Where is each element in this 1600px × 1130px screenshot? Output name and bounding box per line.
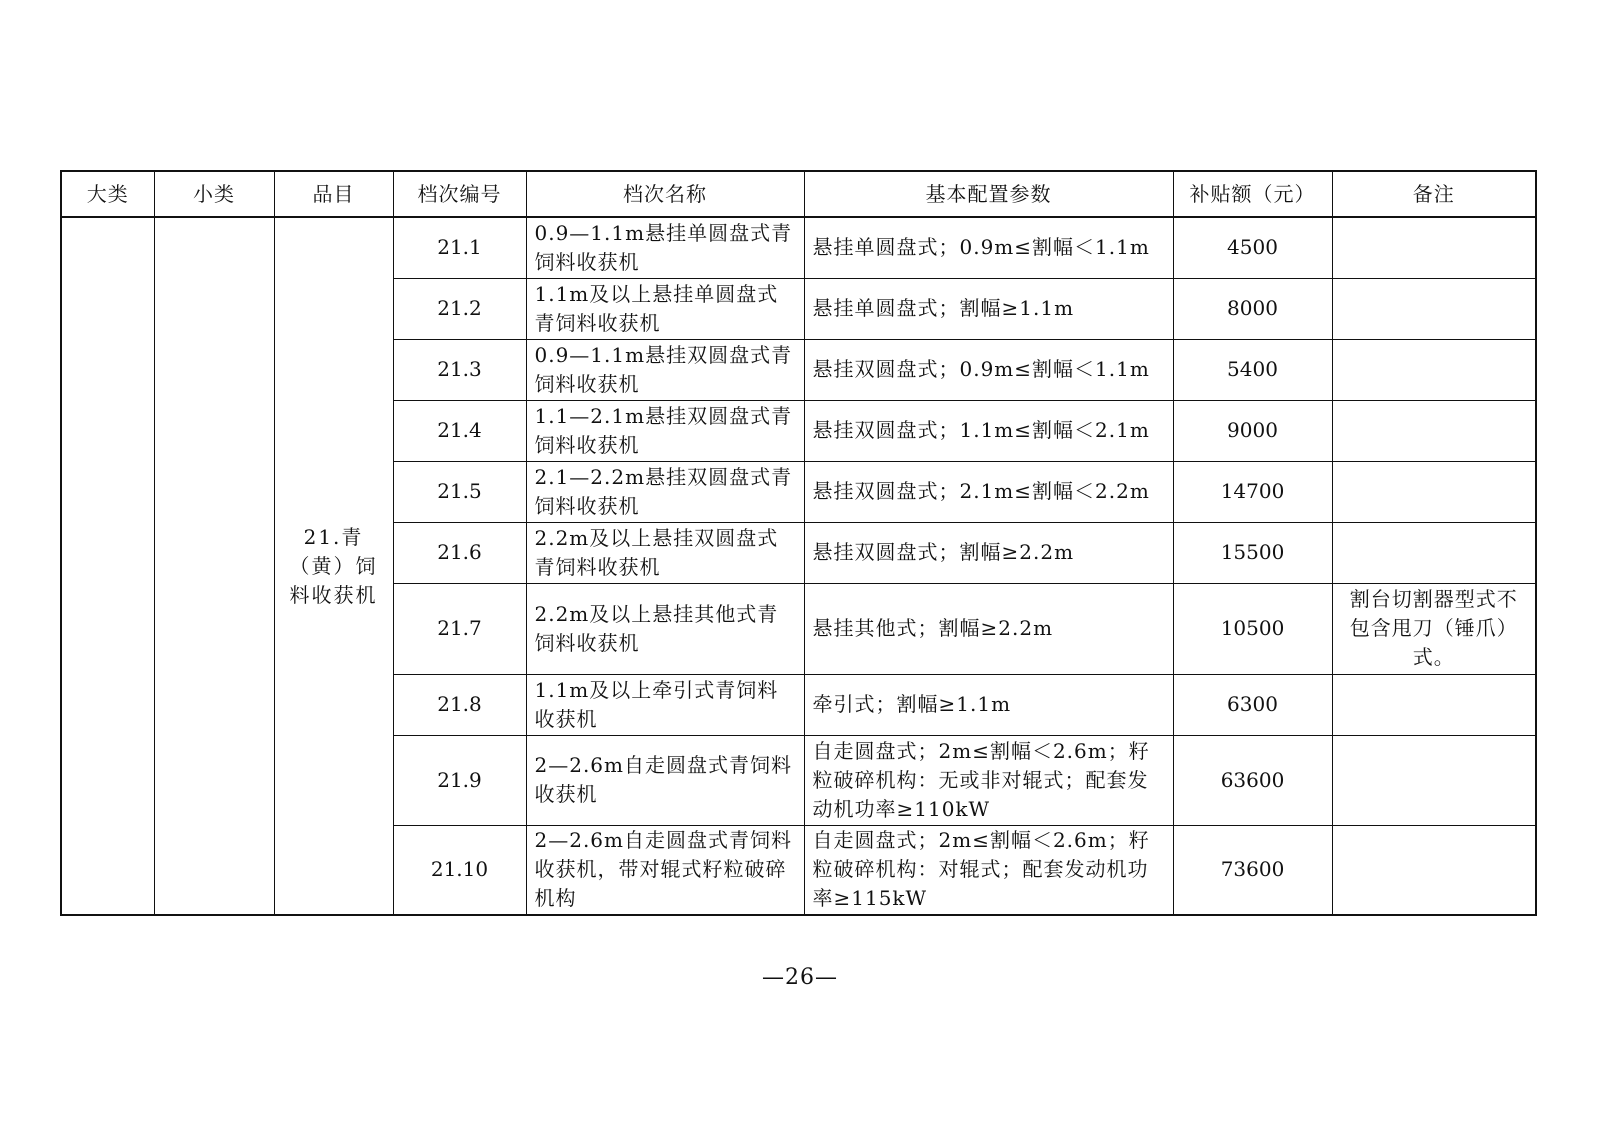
- remark-cell: [1332, 825, 1536, 915]
- subsidy-cell: 73600: [1173, 825, 1332, 915]
- name-cell: 1.1m及以上牵引式青饲料收获机: [526, 674, 804, 735]
- subsidy-cell: 10500: [1173, 583, 1332, 674]
- subsidy-cell: 9000: [1173, 400, 1332, 461]
- remark-cell: 割台切割器型式不包含甩刀（锤爪）式。: [1332, 583, 1536, 674]
- name-cell: 2—2.6m自走圆盘式青饲料收获机: [526, 735, 804, 825]
- params-cell: 悬挂单圆盘式；割幅≥1.1m: [804, 278, 1173, 339]
- item-cell: 21.青（黄）饲料收获机: [274, 217, 393, 915]
- header-params: 基本配置参数: [804, 171, 1173, 217]
- page-number: —26—: [762, 965, 838, 990]
- code-cell: 21.8: [393, 674, 526, 735]
- subsidy-cell: 5400: [1173, 339, 1332, 400]
- params-cell: 自走圆盘式；2m≤割幅＜2.6m；籽粒破碎机构：对辊式；配套发动机功率≥115kW: [804, 825, 1173, 915]
- name-cell: 0.9—1.1m悬挂双圆盘式青饲料收获机: [526, 339, 804, 400]
- remark-cell: [1332, 278, 1536, 339]
- header-major: 大类: [61, 171, 154, 217]
- name-cell: 2.2m及以上悬挂其他式青饲料收获机: [526, 583, 804, 674]
- name-cell: 1.1m及以上悬挂单圆盘式青饲料收获机: [526, 278, 804, 339]
- subsidy-cell: 4500: [1173, 217, 1332, 278]
- subsidy-table-container: [60, 170, 1537, 916]
- code-cell: 21.1: [393, 217, 526, 278]
- remark-cell: [1332, 522, 1536, 583]
- code-cell: 21.5: [393, 461, 526, 522]
- name-cell: 2—2.6m自走圆盘式青饲料收获机，带对辊式籽粒破碎机构: [526, 825, 804, 915]
- code-cell: 21.4: [393, 400, 526, 461]
- subsidy-cell: 6300: [1173, 674, 1332, 735]
- subsidy-cell: 8000: [1173, 278, 1332, 339]
- params-cell: 悬挂双圆盘式；割幅≥2.2m: [804, 522, 1173, 583]
- code-cell: 21.3: [393, 339, 526, 400]
- table-header-row: [61, 171, 1536, 217]
- header-minor: 小类: [154, 171, 274, 217]
- params-cell: 悬挂双圆盘式；2.1m≤割幅＜2.2m: [804, 461, 1173, 522]
- subsidy-cell: 15500: [1173, 522, 1332, 583]
- subsidy-table: [60, 170, 1537, 916]
- code-cell: 21.10: [393, 825, 526, 915]
- params-cell: 悬挂单圆盘式；0.9m≤割幅＜1.1m: [804, 217, 1173, 278]
- params-cell: 悬挂双圆盘式；1.1m≤割幅＜2.1m: [804, 400, 1173, 461]
- code-cell: 21.2: [393, 278, 526, 339]
- remark-cell: [1332, 674, 1536, 735]
- code-cell: 21.6: [393, 522, 526, 583]
- code-cell: 21.7: [393, 583, 526, 674]
- name-cell: 2.1—2.2m悬挂双圆盘式青饲料收获机: [526, 461, 804, 522]
- header-name: 档次名称: [526, 171, 804, 217]
- header-subsidy: 补贴额（元）: [1173, 171, 1332, 217]
- table-row: [61, 217, 1536, 278]
- subsidy-cell: 63600: [1173, 735, 1332, 825]
- remark-cell: [1332, 735, 1536, 825]
- name-cell: 1.1—2.1m悬挂双圆盘式青饲料收获机: [526, 400, 804, 461]
- code-cell: 21.9: [393, 735, 526, 825]
- remark-cell: [1332, 461, 1536, 522]
- params-cell: 悬挂双圆盘式；0.9m≤割幅＜1.1m: [804, 339, 1173, 400]
- header-remark: 备注: [1332, 171, 1536, 217]
- major-category-cell: [61, 217, 154, 915]
- params-cell: 牵引式；割幅≥1.1m: [804, 674, 1173, 735]
- params-cell: 自走圆盘式；2m≤割幅＜2.6m；籽粒破碎机构：无或非对辊式；配套发动机功率≥110kW: [804, 735, 1173, 825]
- header-item: 品目: [274, 171, 393, 217]
- remark-cell: [1332, 217, 1536, 278]
- remark-cell: [1332, 400, 1536, 461]
- name-cell: 0.9—1.1m悬挂单圆盘式青饲料收获机: [526, 217, 804, 278]
- subsidy-cell: 14700: [1173, 461, 1332, 522]
- name-cell: 2.2m及以上悬挂双圆盘式青饲料收获机: [526, 522, 804, 583]
- params-cell: 悬挂其他式；割幅≥2.2m: [804, 583, 1173, 674]
- header-code: 档次编号: [393, 171, 526, 217]
- remark-cell: [1332, 339, 1536, 400]
- minor-category-cell: [154, 217, 274, 915]
